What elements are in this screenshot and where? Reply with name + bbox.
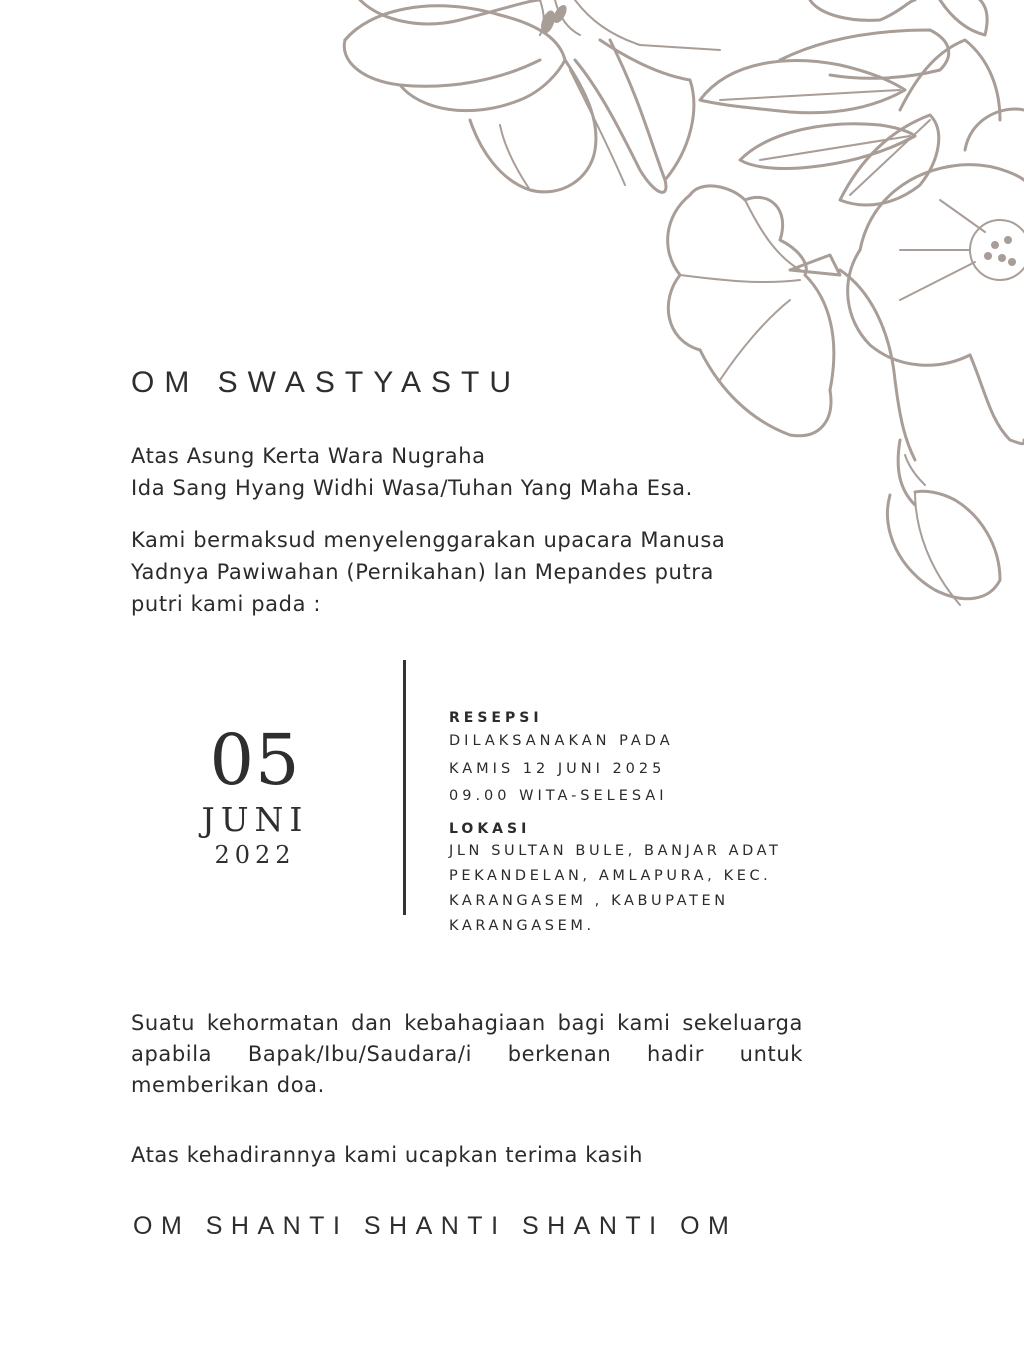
- lokasi-title: LOKASI: [449, 820, 531, 837]
- invitation-text: [131, 524, 771, 620]
- resepsi-line: KAMIS 12 JUNI 2025: [449, 760, 666, 777]
- invitation-line: Yadnya Pawiwahan (Pernikahan) lan Mepandes putra: [131, 560, 714, 584]
- intro-line: Atas Asung Kerta Wara Nugraha: [131, 444, 486, 468]
- lokasi-line: KARANGASEM.: [449, 917, 595, 934]
- resepsi-line: DILAKSANAKAN PADA: [449, 733, 674, 749]
- date-month: JUNI: [201, 800, 309, 839]
- vertical-divider: [403, 660, 406, 915]
- resepsi-title: RESEPSI: [449, 710, 543, 726]
- honor-text: Suatu kehormatan dan kebahagiaan bagi kami sekeluarga apabila Bapak/Ibu/Saudara/i berkenan hadir untuk memberikan doa.: [131, 1011, 803, 1097]
- date-block: [185, 720, 325, 870]
- invitation-line: Kami bermaksud menyelenggarakan upacara Manusa: [131, 528, 726, 552]
- lokasi-line: JLN SULTAN BULE, BANJAR ADAT: [449, 842, 782, 859]
- greeting-title: OM SWASTYASTU: [131, 366, 522, 399]
- intro-line: Ida Sang Hyang Widhi Wasa/Tuhan Yang Maha Esa.: [131, 476, 693, 500]
- invitation-line: putri kami pada :: [131, 592, 321, 616]
- event-details: [449, 708, 809, 939]
- resepsi-line: 09.00 WITA-SELESAI: [449, 788, 668, 804]
- closing-title: OM SHANTI SHANTI SHANTI OM: [133, 1212, 738, 1240]
- intro-text: [131, 440, 771, 504]
- lokasi-line: KARANGASEM , KABUPATEN: [449, 892, 729, 909]
- date-year: 2022: [214, 841, 296, 869]
- lokasi-line: PEKANDELAN, AMLAPURA, KEC.: [449, 867, 772, 884]
- date-day: 05: [209, 719, 301, 801]
- thanks-text: Atas kehadirannya kami ucapkan terima kasih: [131, 1143, 643, 1167]
